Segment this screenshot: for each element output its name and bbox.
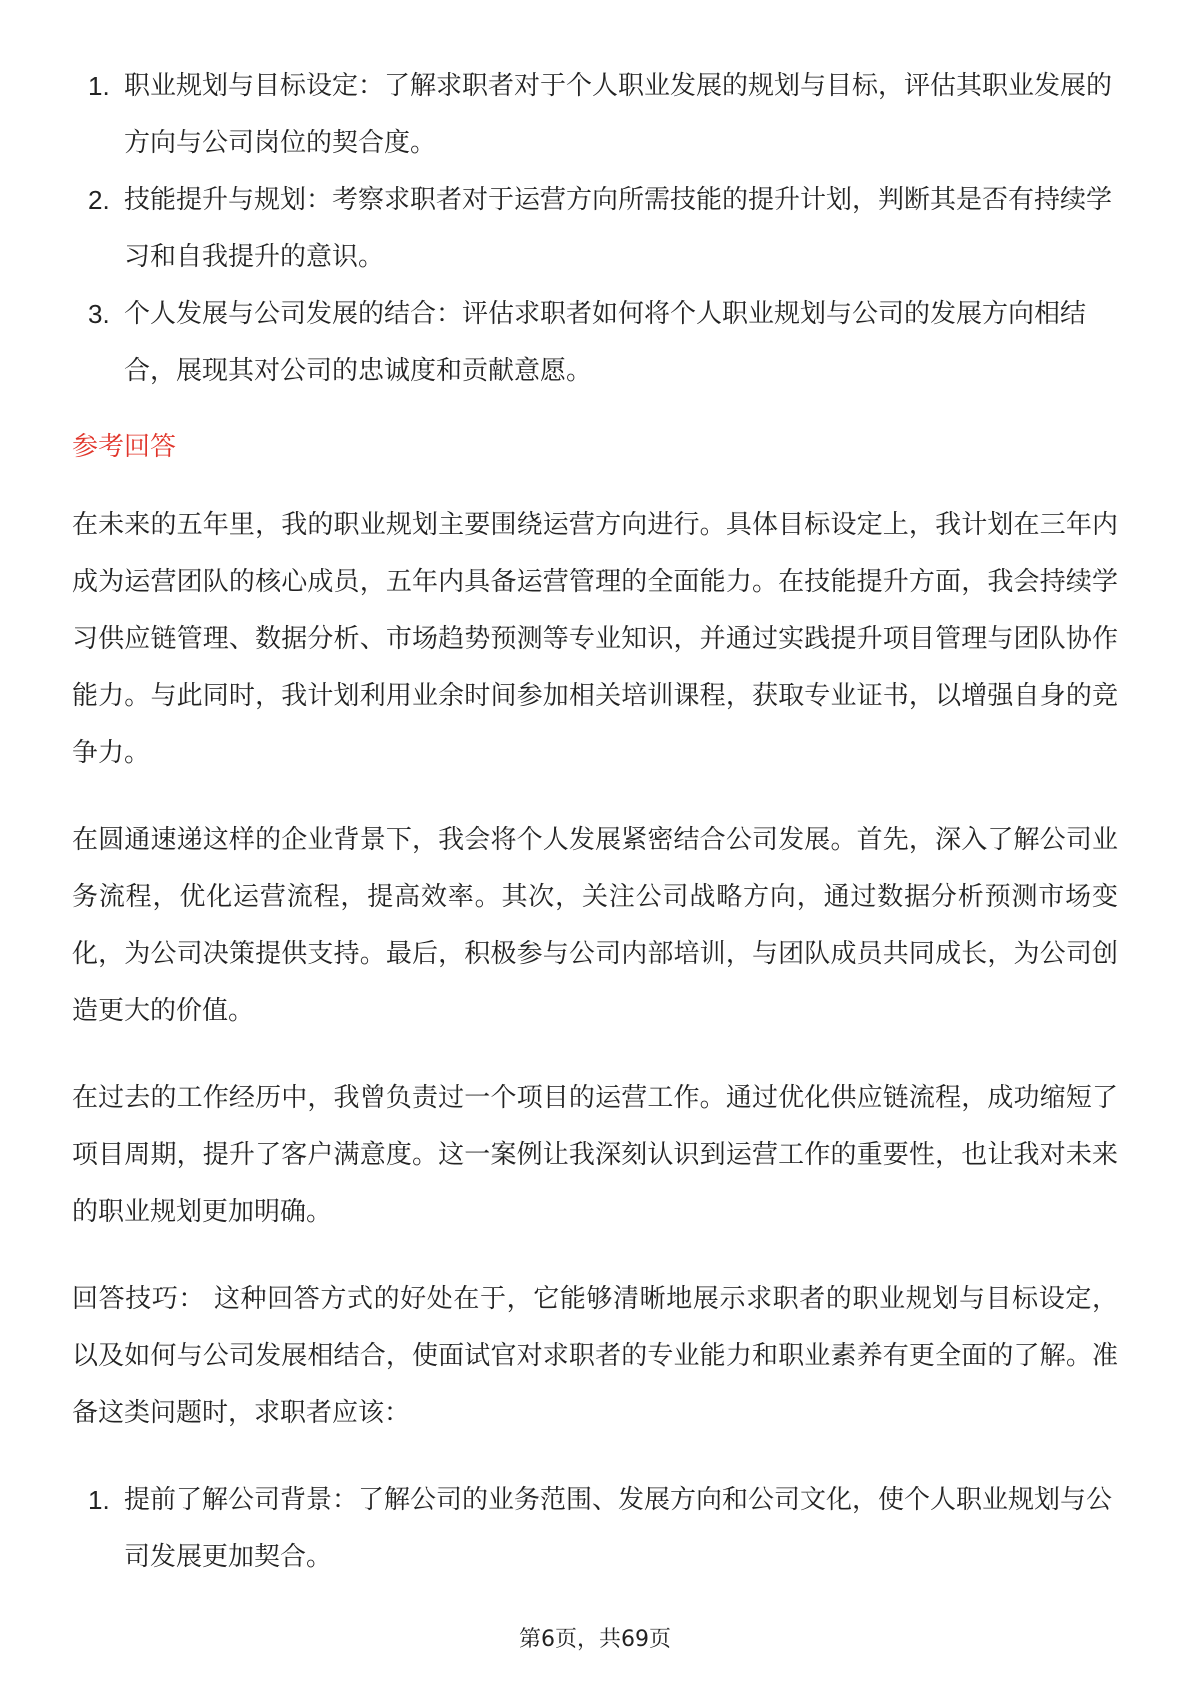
criteria-list <box>72 58 1118 400</box>
list-item <box>72 286 1118 400</box>
list-item-text: 职业规划与目标设定：了解求职者对于个人职业发展的规划与目标，评估其职业发展的方向与公司岗位的契合度。 <box>124 71 1113 158</box>
list-number: 2. <box>88 185 110 215</box>
list-item <box>72 172 1118 286</box>
answer-paragraph: 在未来的五年里，我的职业规划主要围绕运营方向进行。具体目标设定上，我计划在三年内成为运营团队的核心成员，五年内具备运营管理的全面能力。在技能提升方面，我会持续学习供应链管理、数据分析、市场趋势预测等专业知识，并通过实践提升项目管理与团队协作能力。与此同时，我计划利用业余时间参加相关培训课程，获取专业证书，以增强自身的竞争力。 <box>72 510 1118 768</box>
document-page <box>72 58 1118 1586</box>
list-number: 1. <box>88 71 110 101</box>
list-item <box>72 58 1118 172</box>
page-footer: 第6页，共69页 <box>519 1627 671 1652</box>
tips-list <box>72 1472 1118 1586</box>
tips-paragraph: 回答技巧： 这种回答方式的好处在于，它能够清晰地展示求职者的职业规划与目标设定，以及如何与公司发展相结合，使面试官对求职者的专业能力和职业素养有更全面的了解。准备这类问题时，求职者应该： <box>72 1284 1118 1428</box>
list-item <box>72 1472 1118 1586</box>
answer-paragraph: 在圆通速递这样的企业背景下，我会将个人发展紧密结合公司发展。首先，深入了解公司业务流程，优化运营流程，提高效率。其次，关注公司战略方向，通过数据分析预测市场变化，为公司决策提供支持。最后，积极参与公司内部培训，与团队成员共同成长，为公司创造更大的价值。 <box>72 825 1118 1026</box>
list-item-text: 提前了解公司背景：了解公司的业务范围、发展方向和公司文化，使个人职业规划与公司发展更加契合。 <box>124 1485 1113 1572</box>
list-number: 3. <box>88 299 110 329</box>
list-number: 1. <box>88 1485 110 1515</box>
section-title: 参考回答 <box>72 432 177 462</box>
list-item-text: 个人发展与公司发展的结合：评估求职者如何将个人职业规划与公司的发展方向相结合，展现其对公司的忠诚度和贡献意愿。 <box>124 299 1087 386</box>
answer-paragraph: 在过去的工作经历中，我曾负责过一个项目的运营工作。通过优化供应链流程，成功缩短了项目周期，提升了客户满意度。这一案例让我深刻认识到运营工作的重要性，也让我对未来的职业规划更加明确。 <box>72 1083 1118 1227</box>
list-item-text: 技能提升与规划：考察求职者对于运营方向所需技能的提升计划，判断其是否有持续学习和自我提升的意识。 <box>124 185 1113 272</box>
